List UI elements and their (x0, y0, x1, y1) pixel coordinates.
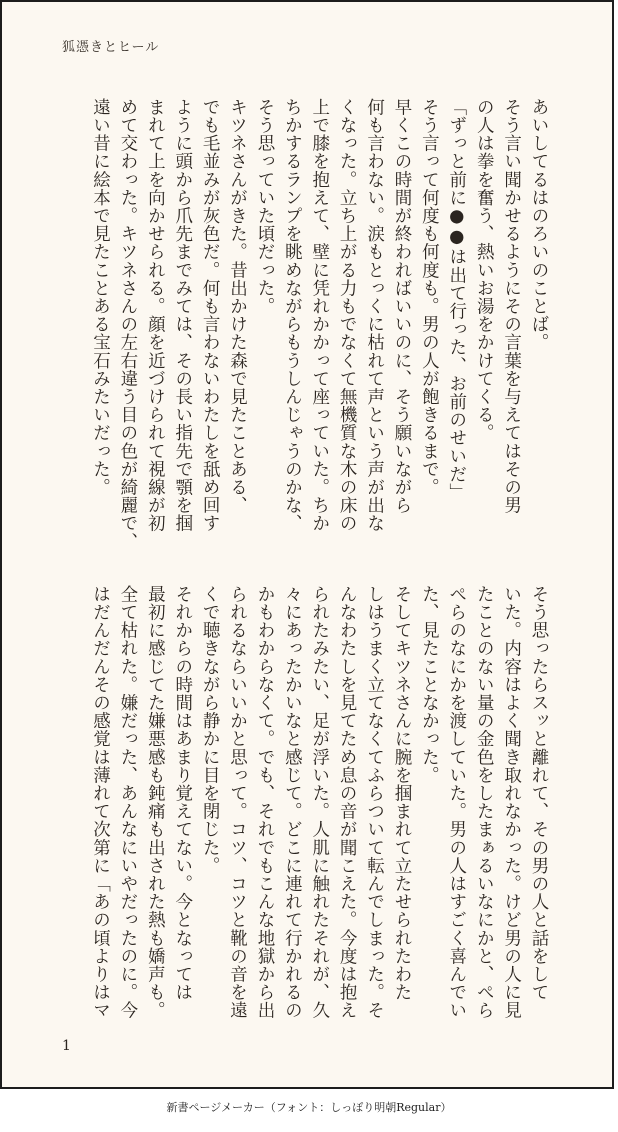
text-line: た、見たことなかった。 (419, 585, 440, 785)
text-line: 早くこの時間が終わればいいのに、そう願いながら (391, 98, 412, 515)
text-line: そう言い聞かせるようにその言葉を与えてはその男 (501, 98, 522, 515)
text-line: 遠い昔に絵本で見たことある宝石みたいだった。 (90, 98, 111, 497)
text-line: めて交わった。キツネさんの左右違う目の色が綺麗で、 (117, 98, 138, 551)
text-line: 最初に感じてた嫌悪感も鈍痛も出された熱も嬌声も。 (145, 585, 166, 1020)
text-line: それからの時間はあまり覚えてない。今となっては (172, 585, 193, 1002)
text-line: そしてキツネさんに腕を掴まれて立たせられたわた (391, 585, 412, 1002)
text-line: られるならいいかと思って。コツ、コツと靴の音を遠 (227, 585, 248, 1020)
text-line: んなわたしを見てため息の音が聞こえた。今度は抱え (337, 585, 358, 1020)
text-line: しはうまく立てなくてふらついて転んでしまった。そ (364, 585, 385, 1020)
generator-caption: 新書ページメーカー（フォント：しっぽり明朝Regular） (166, 1101, 452, 1114)
text-line: でも毛並みが灰色だ。何も言わないわたしを舐め回す (200, 98, 221, 533)
text-line: 々にあったかいなと感じて。どこに連れて行かれるの (282, 585, 303, 1020)
text-line: られたみたい、足が浮いた。人肌に触れたそれが、久 (309, 585, 330, 1020)
text-line: 「ずっと前に●●は出て行った、お前のせいだ」 (446, 98, 467, 502)
text-line: あいしてるはのろいのことば。 (529, 98, 549, 352)
text-line: 全て枯れた。嫌だった、あんなにいやだったのに。今 (117, 585, 138, 1020)
text-line: そう思ったらスッと離れて、その男の人と話をして (529, 585, 549, 1002)
text-line: たことのない量の金色をしたまぁるいなにかと、ぺら (474, 585, 495, 1020)
text-line: そう思っていた頃だった。 (254, 98, 275, 316)
upper-text-block (86, 98, 552, 551)
lower-text-block (86, 585, 552, 1020)
page-number: 1 (62, 1038, 71, 1054)
text-line: くで聴きながら静かに目を閉じた。 (200, 585, 221, 875)
text-line: くなった。立ち上がる力もでなくて無機質な木の床の (337, 98, 358, 533)
text-line: ように頭から爪先までみては、その長い指先で顎を掴 (172, 98, 193, 533)
text-line: かもわからなくて。でも、それでもこんな地獄から出 (254, 585, 275, 1020)
text-line: はだんだんその感覚は薄れて次第に「あの頃よりはマ (90, 585, 111, 1020)
text-line: の人は拳を奮う、熱いお湯をかけてくる。 (474, 98, 495, 442)
text-line: ちかするランプを眺めながらもうしんじゃうのかな、 (282, 98, 303, 533)
text-line: まれて上を向かせられる。顔を近づけられて視線が初 (145, 98, 166, 533)
text-line: 何も言わない。涙もとっくに枯れて声という声が出な (364, 98, 385, 533)
book-title: 狐憑きとヒール (62, 40, 160, 55)
text-line: そう言って何度も何度も。男の人が飽きるまで。 (419, 98, 440, 497)
text-line: いた。内容はよく聞き取れなかった。けど男の人に見 (501, 585, 522, 1020)
text-line: キツネさんがきた。昔出かけた森で見たことある、 (227, 98, 248, 515)
text-line: 上で膝を抱えて、壁に凭れかかって座っていた。ちか (309, 98, 330, 533)
text-line: ぺらのなにかを渡していた。男の人はすごく喜んでい (446, 585, 467, 1020)
